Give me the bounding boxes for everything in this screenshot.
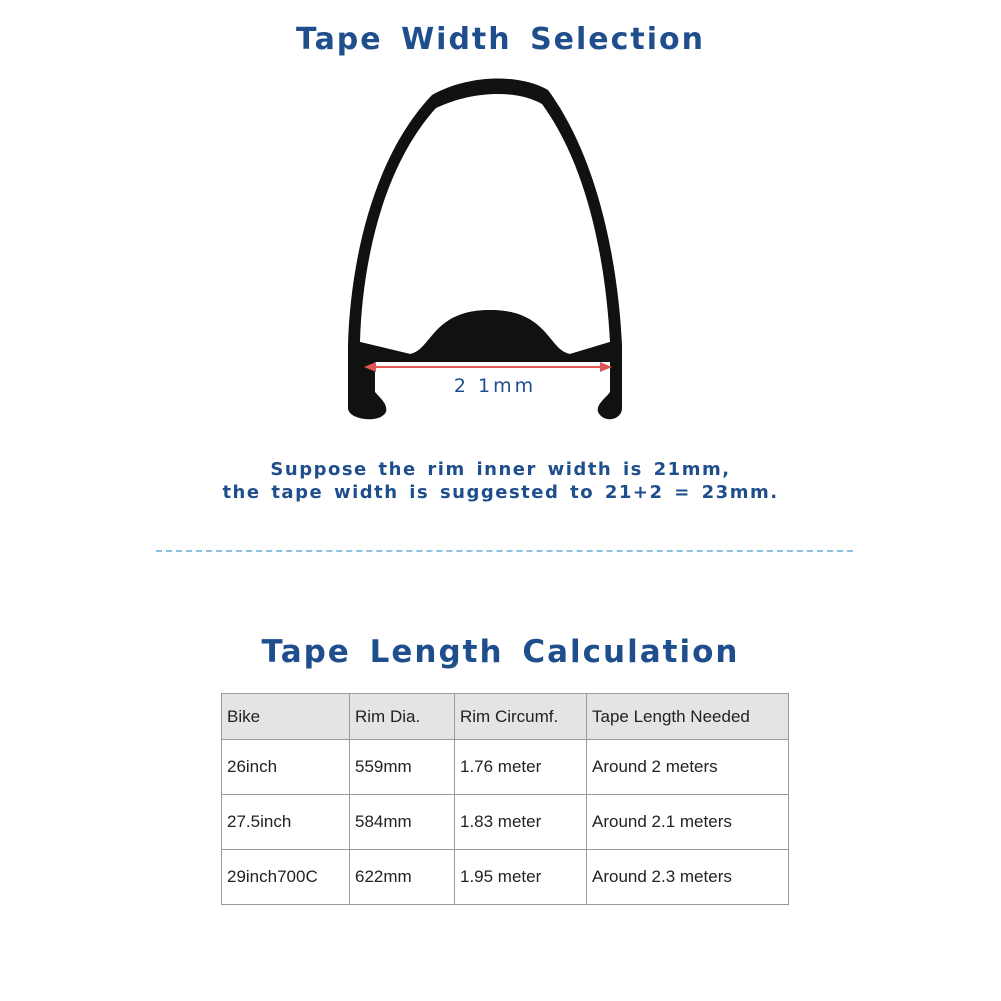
header-tape-length: Tape Length Needed: [587, 694, 789, 740]
table-row: [222, 850, 789, 905]
width-section-title: Tape Width Selection: [295, 22, 706, 57]
cell-tape-length: Around 2 meters: [587, 740, 789, 795]
table-row: [222, 795, 789, 850]
header-bike: Bike: [222, 694, 350, 740]
caption-line-1: Suppose the rim inner width is 21mm,: [270, 459, 731, 480]
caption-line-2: the tape width is suggested to 21+2 = 23mm.: [222, 482, 779, 503]
cell-rim-circumf: 1.76 meter: [455, 740, 587, 795]
cell-bike: 29inch700C: [222, 850, 350, 905]
cell-rim-circumf: 1.95 meter: [455, 850, 587, 905]
cell-rim-dia: 584mm: [350, 795, 455, 850]
cell-tape-length: Around 2.1 meters: [587, 795, 789, 850]
cell-bike: 27.5inch: [222, 795, 350, 850]
section-divider: [156, 550, 853, 552]
header-rim-dia: Rim Dia.: [350, 694, 455, 740]
length-section-title: Tape Length Calculation: [261, 634, 740, 670]
cell-bike: 26inch: [222, 740, 350, 795]
tape-length-table: [221, 693, 789, 905]
cell-rim-dia: 622mm: [350, 850, 455, 905]
cell-rim-dia: 559mm: [350, 740, 455, 795]
cell-tape-length: Around 2.3 meters: [587, 850, 789, 905]
cell-rim-circumf: 1.83 meter: [455, 795, 587, 850]
table-row: [222, 740, 789, 795]
width-arrow: [364, 362, 612, 372]
table-header-row: [222, 694, 789, 740]
header-rim-circumf: Rim Circumf.: [455, 694, 587, 740]
rim-width-label: 2 1mm: [453, 375, 537, 397]
rim-cross-section-icon: [0, 0, 1001, 440]
